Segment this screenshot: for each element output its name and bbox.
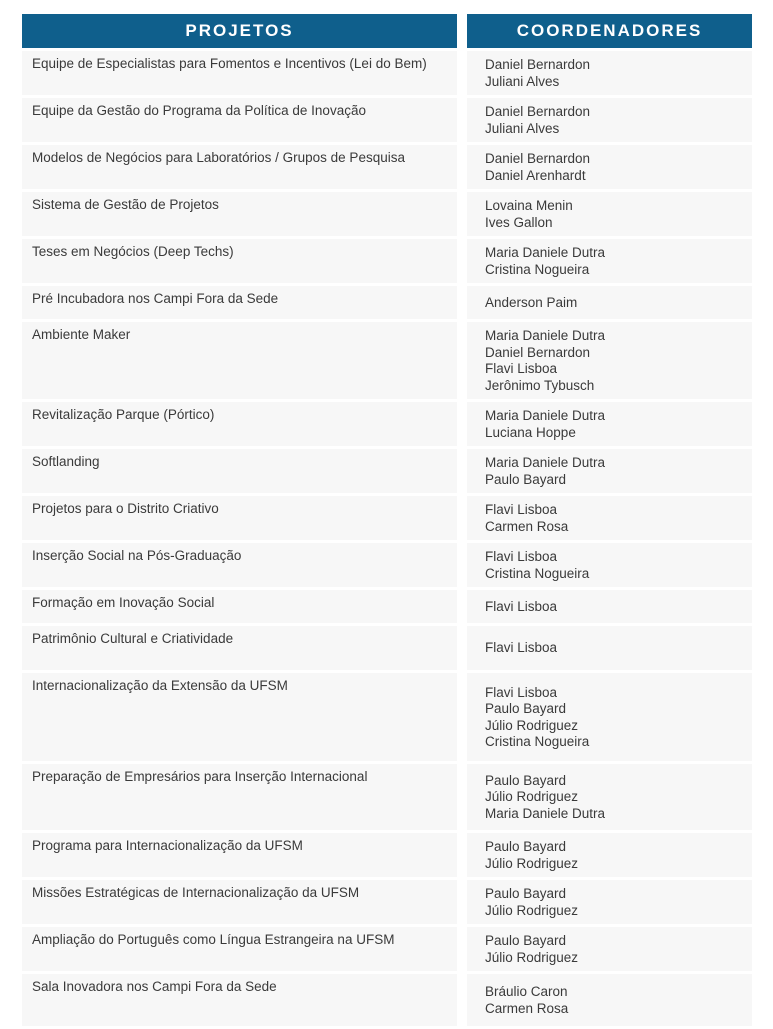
project-cell: Teses em Negócios (Deep Techs) [22, 239, 457, 283]
coordinators-cell [467, 239, 752, 283]
coordinator-name: Maria Daniele Dutra [485, 455, 606, 470]
project-cell: Softlanding [22, 449, 457, 493]
coordinator-name: Daniel Arenhardt [485, 167, 586, 183]
project-cell: Ampliação do Português como Língua Estrangeira na UFSM [22, 927, 457, 971]
table-row [22, 974, 752, 1026]
coordinator-name: Daniel Bernardon [485, 151, 591, 166]
coordinators-cell [467, 543, 752, 587]
coordinator-name: Flavi Lisboa [485, 684, 558, 700]
coordinator-name: Juliani Alves [485, 120, 560, 136]
project-cell: Internacionalização da Extensão da UFSM [22, 673, 457, 761]
coordinator-name: Paulo Bayard [485, 933, 567, 948]
table-row [22, 496, 752, 540]
coordinator-name: Ives Gallon [485, 214, 553, 230]
coordinator-name: Carmen Rosa [485, 1000, 569, 1016]
project-cell: Inserção Social na Pós-Graduação [22, 543, 457, 587]
project-cell: Missões Estratégicas de Internacionalização da UFSM [22, 880, 457, 924]
coordinator-name: Paulo Bayard [485, 701, 567, 716]
coordinators-cell [467, 402, 752, 446]
coordinator-name: Júlio Rodriguez [485, 949, 579, 965]
coordinators-cell [467, 673, 752, 761]
coordinator-name: Daniel Bernardon [485, 344, 591, 360]
coordinator-name: Maria Daniele Dutra [485, 245, 606, 260]
coordinator-name: Juliani Alves [485, 73, 560, 89]
coordinator-name: Carmen Rosa [485, 518, 569, 534]
coordinators-cell [467, 449, 752, 493]
coordinator-name: Júlio Rodriguez [485, 855, 579, 871]
coordinators-cell [467, 192, 752, 236]
table-row [22, 145, 752, 189]
coordinator-name: Cristina Nogueira [485, 734, 590, 749]
project-cell: Ambiente Maker [22, 322, 457, 399]
table-row [22, 927, 752, 971]
coordinator-name: Daniel Bernardon [485, 57, 591, 72]
project-cell: Equipe de Especialistas para Fomentos e Incentivos (Lei do Bem) [22, 51, 457, 95]
coordinator-name: Bráulio Caron [485, 984, 568, 999]
coordinator-name: Paulo Bayard [485, 839, 567, 854]
coordinators-cell [467, 145, 752, 189]
table-row [22, 764, 752, 830]
coordinators-cell [467, 833, 752, 877]
table-row [22, 880, 752, 924]
coordinators-cell [467, 496, 752, 540]
coordinators-cell [467, 974, 752, 1026]
table-row [22, 51, 752, 95]
coordinators-column-header: COORDENADORES [467, 14, 752, 48]
table-row [22, 543, 752, 587]
table-row [22, 322, 752, 399]
project-cell: Sala Inovadora nos Campi Fora da Sede [22, 974, 457, 1026]
coordinator-name: Paulo Bayard [485, 772, 567, 788]
project-cell: Programa para Internacionalização da UFSM [22, 833, 457, 877]
coordinators-cell [467, 880, 752, 924]
table-row [22, 673, 752, 761]
project-cell: Sistema de Gestão de Projetos [22, 192, 457, 236]
coordinator-name: Daniel Bernardon [485, 104, 591, 119]
project-cell: Patrimônio Cultural e Criatividade [22, 626, 457, 670]
table-row [22, 590, 752, 623]
project-cell: Projetos para o Distrito Criativo [22, 496, 457, 540]
coordinator-name: Paulo Bayard [485, 471, 567, 487]
table-row [22, 286, 752, 319]
table-row [22, 98, 752, 142]
table-row [22, 192, 752, 236]
project-cell: Revitalização Parque (Pórtico) [22, 402, 457, 446]
coordinator-name: Maria Daniele Dutra [485, 805, 606, 821]
coordinators-cell [467, 590, 752, 623]
coordinator-name: Jerônimo Tybusch [485, 377, 595, 393]
table-row [22, 239, 752, 283]
coordinator-name: Paulo Bayard [485, 886, 567, 901]
coordinator-name: Cristina Nogueira [485, 261, 590, 277]
table-row [22, 833, 752, 877]
table-body [22, 51, 752, 1026]
coordinator-name: Flavi Lisboa [485, 640, 558, 656]
project-cell: Equipe da Gestão do Programa da Política de Inovação [22, 98, 457, 142]
coordinator-name: Flavi Lisboa [485, 502, 558, 517]
project-cell: Preparação de Empresários para Inserção Internacional [22, 764, 457, 830]
coordinator-name: Luciana Hoppe [485, 424, 576, 440]
project-cell: Pré Incubadora nos Campi Fora da Sede [22, 286, 457, 319]
coordinator-name: Flavi Lisboa [485, 361, 558, 376]
coordinators-cell [467, 286, 752, 319]
coordinators-cell [467, 927, 752, 971]
coordinator-name: Maria Daniele Dutra [485, 408, 606, 423]
table-row [22, 626, 752, 670]
coordinator-name: Lovaina Menin [485, 198, 573, 213]
projects-column-header: PROJETOS [22, 14, 457, 48]
coordinators-cell [467, 322, 752, 399]
table-row [22, 449, 752, 493]
coordinator-name: Júlio Rodriguez [485, 902, 579, 918]
coordinator-name: Maria Daniele Dutra [485, 328, 606, 343]
project-cell: Formação em Inovação Social [22, 590, 457, 623]
project-cell: Modelos de Negócios para Laboratórios / Grupos de Pesquisa [22, 145, 457, 189]
coordinator-name: Júlio Rodriguez [485, 789, 579, 805]
coordinator-name: Anderson Paim [485, 294, 578, 310]
coordinator-name: Flavi Lisboa [485, 549, 558, 564]
coordinators-cell [467, 51, 752, 95]
coordinators-cell [467, 764, 752, 830]
coordinators-cell [467, 98, 752, 142]
table-header [22, 14, 752, 48]
projects-table [22, 14, 752, 1029]
coordinator-name: Flavi Lisboa [485, 598, 558, 614]
coordinator-name: Cristina Nogueira [485, 565, 590, 581]
table-row [22, 402, 752, 446]
coordinator-name: Júlio Rodriguez [485, 717, 579, 733]
coordinators-cell [467, 626, 752, 670]
